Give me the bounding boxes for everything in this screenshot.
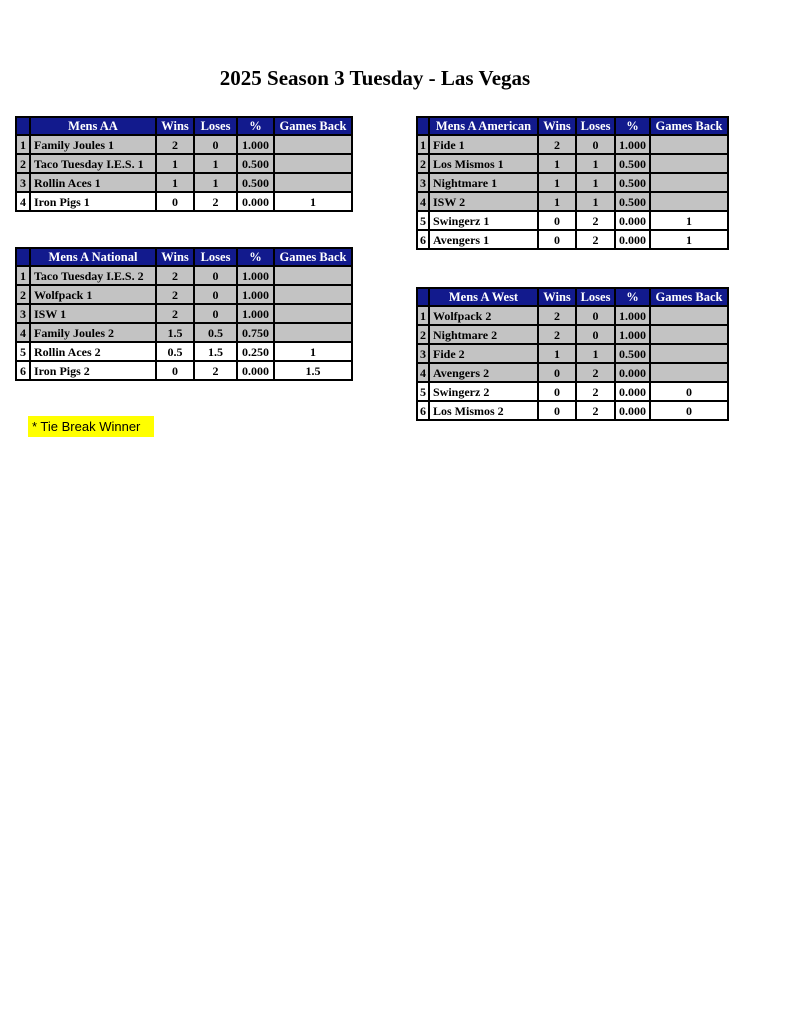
team-cell: Swingerz 2 (429, 382, 538, 401)
header-wins: Wins (156, 248, 194, 266)
team-cell: Rollin Aces 1 (30, 173, 156, 192)
team-cell: Iron Pigs 1 (30, 192, 156, 211)
team-cell: Family Joules 2 (30, 323, 156, 342)
table-row (16, 342, 352, 361)
header-pct: % (615, 117, 650, 135)
rank-cell: 4 (16, 323, 30, 342)
wins-cell: 2 (538, 306, 576, 325)
pct-cell: 0.000 (237, 192, 274, 211)
table-row (417, 135, 728, 154)
wins-cell: 0 (156, 361, 194, 380)
loses-cell: 0.5 (194, 323, 237, 342)
pct-cell: 0.000 (615, 401, 650, 420)
loses-cell: 1 (576, 154, 615, 173)
team-cell: Avengers 2 (429, 363, 538, 382)
wins-cell: 2 (156, 266, 194, 285)
header-loses: Loses (576, 288, 615, 306)
pct-cell: 0.500 (237, 154, 274, 173)
header-division-name: Mens A West (429, 288, 538, 306)
wins-cell: 2 (156, 285, 194, 304)
games-back-cell (274, 285, 352, 304)
loses-cell: 1 (194, 173, 237, 192)
games-back-cell: 1 (650, 211, 728, 230)
team-cell: Fide 1 (429, 135, 538, 154)
team-cell: Taco Tuesday I.E.S. 1 (30, 154, 156, 173)
games-back-cell (650, 173, 728, 192)
loses-cell: 0 (576, 306, 615, 325)
header-pct: % (237, 248, 274, 266)
pct-cell: 1.000 (615, 135, 650, 154)
pct-cell: 0.750 (237, 323, 274, 342)
header-rank-cell (417, 117, 429, 135)
pct-cell: 0.500 (615, 344, 650, 363)
loses-cell: 2 (194, 192, 237, 211)
table-row (16, 154, 352, 173)
loses-cell: 1 (194, 154, 237, 173)
header-rank-cell (417, 288, 429, 306)
rank-cell: 3 (16, 173, 30, 192)
pct-cell: 0.500 (615, 192, 650, 211)
games-back-cell (650, 135, 728, 154)
games-back-cell (274, 304, 352, 323)
team-cell: Los Mismos 2 (429, 401, 538, 420)
team-cell: Nightmare 1 (429, 173, 538, 192)
pct-cell: 1.000 (237, 135, 274, 154)
wins-cell: 1 (156, 173, 194, 192)
games-back-cell (274, 154, 352, 173)
games-back-cell (274, 266, 352, 285)
header-rank-cell (16, 117, 30, 135)
pct-cell: 1.000 (237, 285, 274, 304)
wins-cell: 0.5 (156, 342, 194, 361)
table-row (16, 192, 352, 211)
games-back-cell (650, 344, 728, 363)
rank-cell: 4 (417, 192, 429, 211)
loses-cell: 1 (576, 173, 615, 192)
loses-cell: 2 (576, 211, 615, 230)
table-row (417, 325, 728, 344)
table-row (417, 382, 728, 401)
loses-cell: 2 (576, 230, 615, 249)
header-games-back: Games Back (650, 288, 728, 306)
team-cell: ISW 2 (429, 192, 538, 211)
rank-cell: 3 (16, 304, 30, 323)
games-back-cell (650, 306, 728, 325)
wins-cell: 2 (538, 325, 576, 344)
table-row (417, 211, 728, 230)
header-games-back: Games Back (274, 117, 352, 135)
table-row (417, 401, 728, 420)
header-pct: % (237, 117, 274, 135)
table-row (16, 304, 352, 323)
wins-cell: 2 (156, 135, 194, 154)
team-cell: Wolfpack 1 (30, 285, 156, 304)
header-wins: Wins (538, 117, 576, 135)
table-row (16, 285, 352, 304)
rank-cell: 2 (417, 325, 429, 344)
table-row (16, 173, 352, 192)
rank-cell: 1 (417, 135, 429, 154)
pct-cell: 0.000 (237, 361, 274, 380)
games-back-cell: 1 (274, 342, 352, 361)
table-row (417, 306, 728, 325)
games-back-cell: 1 (274, 192, 352, 211)
pct-cell: 1.000 (237, 266, 274, 285)
wins-cell: 1 (538, 192, 576, 211)
rank-cell: 5 (417, 382, 429, 401)
standings-table-mens-a-national (15, 247, 353, 381)
wins-cell: 1 (538, 344, 576, 363)
team-cell: Avengers 1 (429, 230, 538, 249)
header-games-back: Games Back (650, 117, 728, 135)
rank-cell: 2 (417, 154, 429, 173)
team-cell: Swingerz 1 (429, 211, 538, 230)
table-row (417, 154, 728, 173)
pct-cell: 0.250 (237, 342, 274, 361)
wins-cell: 0 (538, 230, 576, 249)
wins-cell: 0 (538, 363, 576, 382)
rank-cell: 3 (417, 344, 429, 363)
games-back-cell (650, 325, 728, 344)
team-cell: Fide 2 (429, 344, 538, 363)
loses-cell: 1 (576, 192, 615, 211)
header-row (16, 117, 352, 135)
team-cell: Nightmare 2 (429, 325, 538, 344)
wins-cell: 2 (156, 304, 194, 323)
pct-cell: 1.000 (237, 304, 274, 323)
rank-cell: 3 (417, 173, 429, 192)
table-row (417, 230, 728, 249)
rank-cell: 5 (16, 342, 30, 361)
games-back-cell (650, 192, 728, 211)
wins-cell: 1 (538, 154, 576, 173)
rank-cell: 1 (417, 306, 429, 325)
table-row (417, 363, 728, 382)
rank-cell: 6 (16, 361, 30, 380)
games-back-cell: 1.5 (274, 361, 352, 380)
team-cell: Family Joules 1 (30, 135, 156, 154)
loses-cell: 0 (194, 285, 237, 304)
loses-cell: 1.5 (194, 342, 237, 361)
team-cell: ISW 1 (30, 304, 156, 323)
header-row (417, 288, 728, 306)
table-row (16, 135, 352, 154)
loses-cell: 1 (576, 344, 615, 363)
header-wins: Wins (538, 288, 576, 306)
wins-cell: 0 (538, 401, 576, 420)
header-row (417, 117, 728, 135)
standings-table-mens-a-american (416, 116, 729, 250)
header-division-name: Mens A American (429, 117, 538, 135)
games-back-cell: 0 (650, 382, 728, 401)
team-cell: Rollin Aces 2 (30, 342, 156, 361)
pct-cell: 0.500 (615, 173, 650, 192)
table-row (417, 344, 728, 363)
rank-cell: 4 (16, 192, 30, 211)
loses-cell: 0 (194, 135, 237, 154)
loses-cell: 2 (194, 361, 237, 380)
rank-cell: 6 (417, 230, 429, 249)
table-row (417, 173, 728, 192)
rank-cell: 5 (417, 211, 429, 230)
loses-cell: 2 (576, 363, 615, 382)
games-back-cell: 1 (650, 230, 728, 249)
pct-cell: 0.000 (615, 211, 650, 230)
standings-table-mens-aa (15, 116, 353, 212)
page-title: 2025 Season 3 Tuesday - Las Vegas (219, 66, 531, 90)
pct-cell: 1.000 (615, 325, 650, 344)
games-back-cell (274, 173, 352, 192)
header-division-name: Mens AA (30, 117, 156, 135)
pct-cell: 1.000 (615, 306, 650, 325)
team-cell: Wolfpack 2 (429, 306, 538, 325)
header-loses: Loses (194, 248, 237, 266)
team-cell: Los Mismos 1 (429, 154, 538, 173)
loses-cell: 0 (194, 266, 237, 285)
table-row (16, 266, 352, 285)
wins-cell: 0 (538, 211, 576, 230)
games-back-cell (650, 154, 728, 173)
games-back-cell (274, 323, 352, 342)
loses-cell: 2 (576, 382, 615, 401)
wins-cell: 1 (538, 173, 576, 192)
team-cell: Taco Tuesday I.E.S. 2 (30, 266, 156, 285)
rank-cell: 6 (417, 401, 429, 420)
header-row (16, 248, 352, 266)
rank-cell: 2 (16, 285, 30, 304)
tie-break-note: * Tie Break Winner (28, 416, 154, 437)
wins-cell: 0 (156, 192, 194, 211)
wins-cell: 1.5 (156, 323, 194, 342)
pct-cell: 0.500 (615, 154, 650, 173)
header-wins: Wins (156, 117, 194, 135)
wins-cell: 2 (538, 135, 576, 154)
wins-cell: 0 (538, 382, 576, 401)
rank-cell: 1 (16, 266, 30, 285)
header-division-name: Mens A National (30, 248, 156, 266)
table-row (417, 192, 728, 211)
team-cell: Iron Pigs 2 (30, 361, 156, 380)
pct-cell: 0.000 (615, 382, 650, 401)
table-row (16, 361, 352, 380)
games-back-cell: 0 (650, 401, 728, 420)
games-back-cell (650, 363, 728, 382)
loses-cell: 0 (194, 304, 237, 323)
rank-cell: 1 (16, 135, 30, 154)
header-loses: Loses (194, 117, 237, 135)
header-games-back: Games Back (274, 248, 352, 266)
pct-cell: 0.000 (615, 230, 650, 249)
loses-cell: 0 (576, 325, 615, 344)
header-rank-cell (16, 248, 30, 266)
pct-cell: 0.000 (615, 363, 650, 382)
loses-cell: 2 (576, 401, 615, 420)
header-pct: % (615, 288, 650, 306)
rank-cell: 2 (16, 154, 30, 173)
wins-cell: 1 (156, 154, 194, 173)
rank-cell: 4 (417, 363, 429, 382)
games-back-cell (274, 135, 352, 154)
table-row (16, 323, 352, 342)
header-loses: Loses (576, 117, 615, 135)
pct-cell: 0.500 (237, 173, 274, 192)
loses-cell: 0 (576, 135, 615, 154)
standings-table-mens-a-west (416, 287, 729, 421)
